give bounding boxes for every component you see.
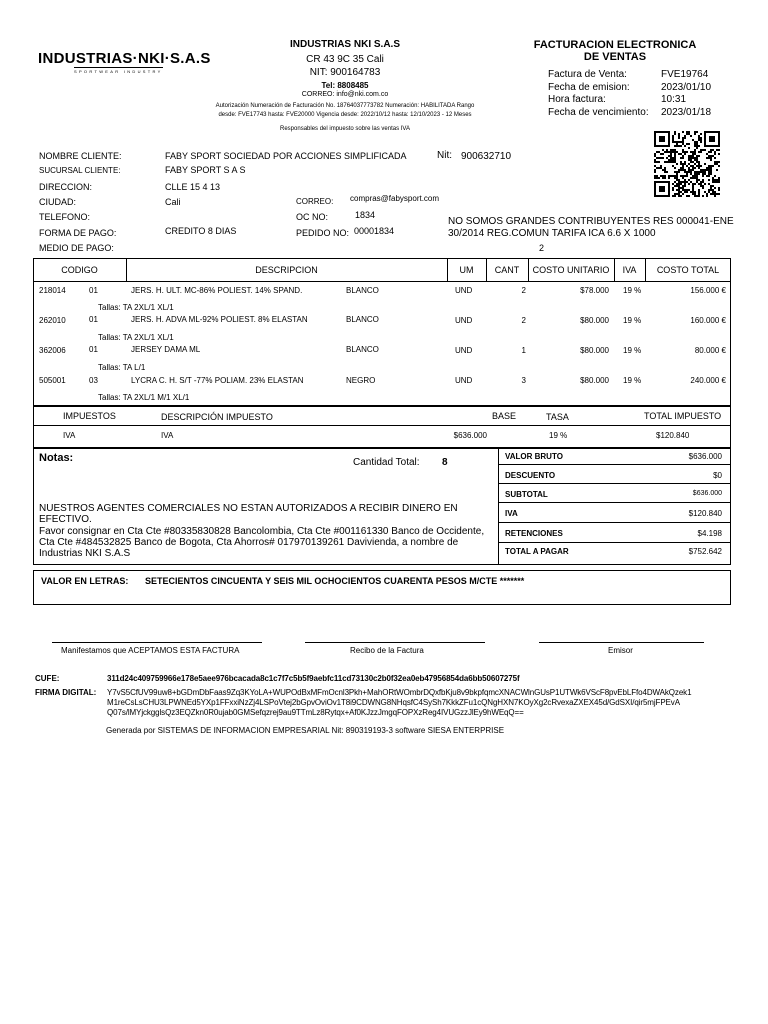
- oc-label: OC NO:: [296, 212, 329, 222]
- authorization-line-2: desde: FVE17743 hasta: FVE20000 Vigencia desde: 2022/10/12 hasta: 12/10/2023 - 12 Meses: [218, 112, 472, 118]
- row-4-code: 505001: [39, 376, 66, 385]
- row-1-code: 218014: [39, 286, 66, 295]
- phone-label: TELEFONO:: [39, 212, 91, 222]
- row-4-color: NEGRO: [346, 376, 376, 385]
- row-1-ext: 01: [89, 286, 98, 295]
- row-4-qty: 3: [521, 376, 526, 385]
- col-header-qty: CANT: [494, 265, 520, 275]
- acceptance-signature-line: Manifestamos que ACEPTAMOS ESTA FACTURA: [61, 646, 240, 655]
- row-2-color: BLANCO: [346, 315, 379, 324]
- company-address: CR 43 9C 35 Cali: [306, 54, 384, 65]
- company-nit: NIT: 900164783: [309, 67, 381, 78]
- row-3-sizes: Tallas: TA L/1: [98, 363, 146, 372]
- page-number: 2: [539, 243, 545, 253]
- row-4-total: 240.000 €: [690, 376, 726, 385]
- col-header-iva: IVA: [622, 265, 637, 275]
- issue-date-label: Fecha de emision:: [548, 82, 630, 93]
- col-header-total: COSTO TOTAL: [656, 265, 720, 275]
- row-4-sizes: Tallas: TA 2XL/1 M/1 XL/1: [98, 393, 190, 402]
- digital-signature-line-1: Y7vS5CfUV99uw8+bGDmDbFaas9Zq3KYoLA+WUPOdBxMFmOcnl3Pkh+MahORtWOmbrDQxfbKju8v9bkpfqmcXNACWlnGUsP1UTWk6VScF8pvEbLFfo4DWAkQzek1: [107, 688, 692, 697]
- row-2-unit-cost: $80.000: [580, 316, 609, 325]
- row-4-unit-cost: $80.000: [580, 376, 609, 385]
- qr-code: [654, 131, 720, 197]
- row-4-iva: 19 %: [623, 376, 642, 385]
- subtotal-value: $636.000: [692, 490, 722, 497]
- client-name-label: NOMBRE CLIENTE:: [39, 151, 122, 161]
- digital-signature-line-2: M1reCsLsCHU3LPWNEd5YXp1FFxxiNzZj4LSPoVtej2bGpvOviOv1T8i9CDWNG8NHqsfC4SySh7KkkZFu1cQNgHXN7KOyXg2cRvexaZXEX45d/GdSXI/qir5mjFPEvA: [107, 698, 680, 707]
- subtotal-label: SUBTOTAL: [505, 490, 548, 499]
- company-name: INDUSTRIAS NKI S.A.S: [289, 39, 400, 50]
- taxes-table: [33, 406, 731, 448]
- col-header-description: DESCRIPCION: [255, 265, 318, 275]
- invoice-number: FVE19764: [661, 69, 709, 80]
- row-2-sizes: Tallas: TA 2XL/1 XL/1: [98, 333, 174, 342]
- grand-total-label: TOTAL A PAGAR: [505, 547, 569, 556]
- row-3-description: JERSEY DAMA ML: [131, 345, 201, 354]
- tax-note-line-1: NO SOMOS GRANDES CONTRIBUYENTES RES 000041-ENE: [448, 216, 734, 227]
- payment-form-label: FORMA DE PAGO:: [39, 228, 117, 238]
- row-1-unit-cost: $78.000: [580, 286, 609, 295]
- issuer-signature-line: Emisor: [608, 646, 633, 655]
- issue-date: 2023/01/10: [661, 82, 712, 93]
- client-name: FABY SPORT SOCIEDAD POR ACCIONES SIMPLIFICADA: [165, 151, 407, 161]
- tax-row-description: IVA: [161, 431, 174, 440]
- oc-number: 1834: [355, 210, 376, 220]
- row-3-iva: 19 %: [623, 346, 642, 355]
- row-1-total: 156.000 €: [690, 286, 726, 295]
- row-2-qty: 2: [521, 316, 526, 325]
- notes-line-4: Cta Cte #484532825 Banco de Bogota, Cta Ahorros# 017970139261 Davivienda, a nombre de: [39, 537, 459, 548]
- col-header-um: UM: [459, 265, 474, 275]
- row-3-um: UND: [455, 346, 473, 355]
- row-1-iva: 19 %: [623, 286, 642, 295]
- row-4-description: LYCRA C. H. S/T -77% POLIAM. 23% ELASTAN: [131, 376, 304, 385]
- receipt-signature-line: Recibo de la Factura: [350, 646, 424, 655]
- row-2-ext: 01: [89, 315, 98, 324]
- col-header-code: CODIGO: [61, 265, 98, 275]
- amount-in-words-label: VALOR EN LETRAS:: [41, 576, 129, 586]
- iva-note: Responsables del impuesto sobre las ventas IVA: [280, 126, 410, 132]
- client-address: CLLE 15 4 13: [165, 182, 221, 192]
- payment-form: CREDITO 8 DIAS: [165, 226, 237, 236]
- digital-signature-label: FIRMA DIGITAL:: [35, 688, 97, 697]
- client-nit: 900632710: [461, 151, 512, 162]
- row-3-color: BLANCO: [346, 345, 379, 354]
- client-nit-label: Nit:: [437, 150, 452, 161]
- row-3-ext: 01: [89, 345, 98, 354]
- invoice-title: FACTURACION ELECTRONICA: [533, 39, 697, 51]
- gross-value-label: VALOR BRUTO: [505, 452, 563, 461]
- tax-row-tax: IVA: [63, 431, 76, 440]
- footer-note: Generada por SISTEMAS DE INFORMACION EMPRESARIAL Nit: 890319193-3 software SIESA ENTERPRISE: [106, 726, 505, 735]
- discount-label: DESCUENTO: [505, 471, 556, 480]
- total-quantity: 8: [442, 457, 448, 468]
- order-number: 00001834: [354, 226, 395, 236]
- tax-row-rate: 19 %: [549, 431, 568, 440]
- amount-in-words: SETECIENTOS CINCUENTA Y SEIS MIL OCHOCIENTOS CUARENTA PESOS M/CTE *******: [145, 576, 525, 586]
- row-2-um: UND: [455, 316, 473, 325]
- iva-total-value: $120.840: [688, 509, 722, 518]
- tax-header-tax: IMPUESTOS: [63, 411, 116, 421]
- tax-row-base: $636.000: [453, 431, 487, 440]
- invoice-time: 10:31: [661, 94, 687, 105]
- authorization-line-1: Autorización Numeración de Facturación No. 18764037773782 Numeración: HABILITADA Rango: [215, 103, 475, 109]
- tax-note-line-2: 30/2014 REG.COMUN TARIFA ICA 6.6 X 1000: [448, 228, 656, 239]
- due-date-label: Fecha de vencimiento:: [548, 107, 649, 118]
- grand-total-value: $752.642: [688, 547, 722, 556]
- notes-line-2: EFECTIVO.: [39, 514, 92, 525]
- client-email: compras@fabysport.com: [350, 194, 440, 203]
- payment-method-label: MEDIO DE PAGO:: [39, 243, 114, 253]
- row-4-ext: 03: [89, 376, 98, 385]
- row-3-total: 80.000 €: [694, 346, 726, 355]
- branch-label: SUCURSAL CLIENTE:: [39, 166, 121, 175]
- invoice-subtitle: DE VENTAS: [583, 51, 647, 63]
- row-2-total: 160.000 €: [690, 316, 726, 325]
- cufe-value: 311d24c409759966e178e5aee976bcacada8c1c7f7c5b5f9aebfc11cd73130c2b0f32ea0eb47956854da6bb50607275f: [107, 674, 520, 683]
- tax-row-total: $120.840: [656, 431, 690, 440]
- company-email: CORREO: info@nki.com.co: [301, 91, 389, 98]
- digital-signature-line-3: Q07s/lMYjckgglsQz3EQZkn0R0ujab0GMSefqzrej9au9TTmLz8Rytqx+Af0KJzzJmgqFOPXzReg4IVUGzzJlEy9hWEqQ==: [107, 708, 524, 717]
- row-1-color: BLANCO: [346, 286, 379, 295]
- row-2-iva: 19 %: [623, 316, 642, 325]
- withholdings-label: RETENCIONES: [505, 529, 563, 538]
- branch-name: FABY SPORT S A S: [165, 165, 246, 175]
- logo-tagline: SPORTWEAR INDUSTRY: [74, 69, 163, 74]
- company-logo: INDUSTRIAS·NKI·S.A.S: [38, 50, 211, 67]
- gross-value: $636.000: [688, 452, 722, 461]
- order-label: PEDIDO NO:: [296, 228, 350, 238]
- row-2-description: JERS. H. ADVA ML-92% POLIEST. 8% ELASTAN: [131, 315, 308, 324]
- client-city: Cali: [165, 197, 181, 207]
- cufe-label: CUFE:: [35, 674, 60, 683]
- notes-line-3: Favor consignar en Cta Cte #80335830828 Bancolombia, Cta Cte #001161330 Banco de Occidente,: [39, 526, 485, 537]
- tax-header-total: TOTAL IMPUESTO: [644, 411, 722, 421]
- notes-line-5: Industrias NKI S.A.S: [39, 548, 131, 559]
- row-3-code: 362006: [39, 346, 66, 355]
- row-1-qty: 2: [521, 286, 526, 295]
- city-label: CIUDAD:: [39, 197, 77, 207]
- address-label: DIRECCION:: [39, 182, 93, 192]
- row-1-description: JERS. H. ULT. MC-86% POLIEST. 14% SPAND.: [131, 286, 303, 295]
- row-3-unit-cost: $80.000: [580, 346, 609, 355]
- invoice-number-label: Factura de Venta:: [548, 69, 627, 80]
- row-1-um: UND: [455, 286, 473, 295]
- row-4-um: UND: [455, 376, 473, 385]
- notes-line-1: NUESTROS AGENTES COMERCIALES NO ESTAN AUTORIZADOS A RECIBIR DINERO EN: [39, 503, 458, 514]
- withholdings-value: $4.198: [697, 529, 722, 538]
- row-3-qty: 1: [521, 346, 526, 355]
- tax-header-rate: TASA: [546, 412, 569, 422]
- email-label: CORREO:: [296, 197, 334, 206]
- total-quantity-label: Cantidad Total:: [353, 457, 420, 468]
- discount-value: $0: [713, 471, 722, 480]
- invoice-time-label: Hora factura:: [548, 94, 606, 105]
- row-2-code: 262010: [39, 316, 66, 325]
- tax-header-base: BASE: [492, 411, 517, 421]
- notes-label: Notas:: [39, 452, 74, 464]
- tax-header-description: DESCRIPCIÓN IMPUESTO: [161, 412, 273, 422]
- due-date: 2023/01/18: [661, 107, 712, 118]
- col-header-unit-cost: COSTO UNITARIO: [532, 265, 610, 275]
- iva-total-label: IVA: [505, 509, 518, 518]
- row-1-sizes: Tallas: TA 2XL/1 XL/1: [98, 303, 174, 312]
- company-phone: Tel: 8808485: [321, 81, 369, 90]
